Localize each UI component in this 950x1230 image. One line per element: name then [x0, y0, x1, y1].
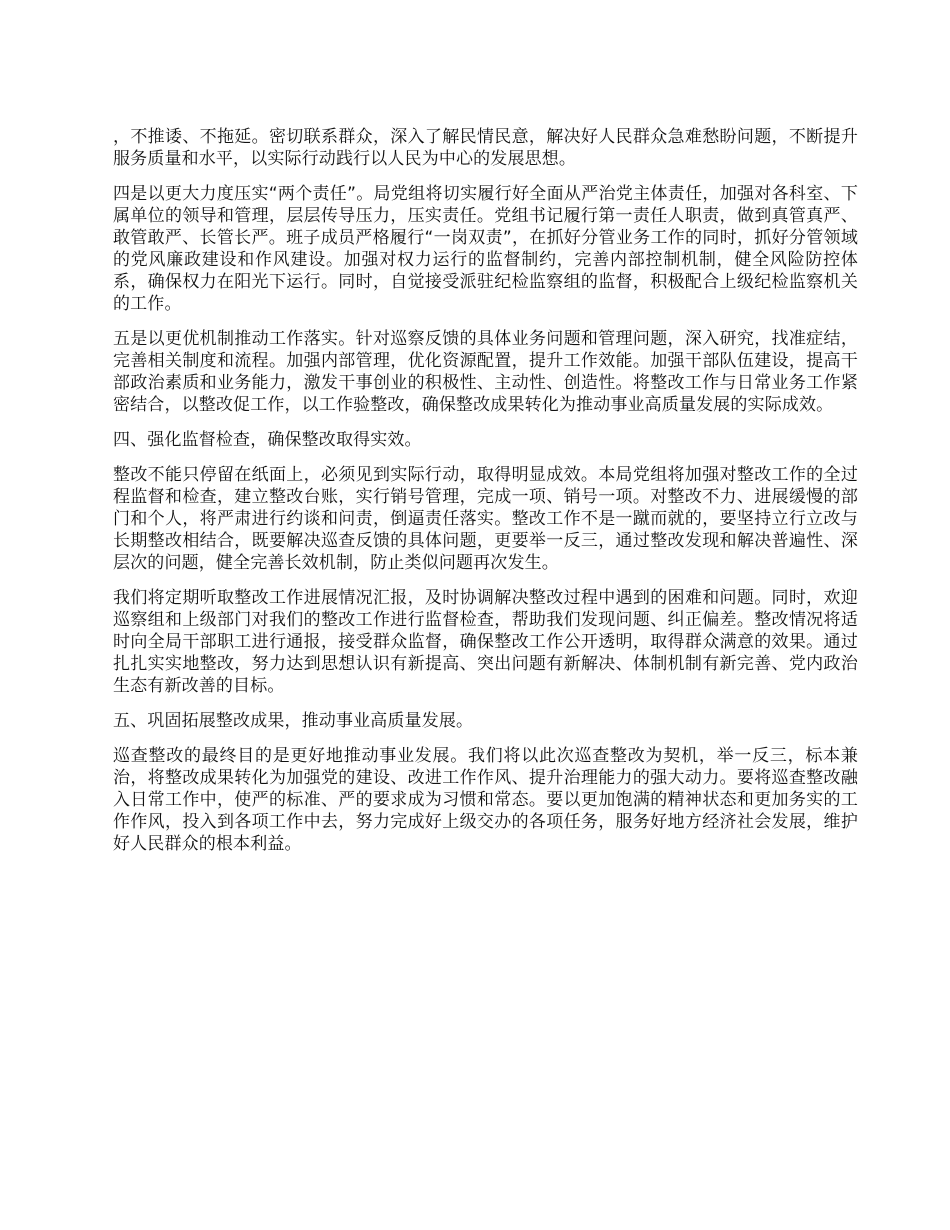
- document-body: [113, 126, 858, 868]
- section-heading-4: 四、强化监督检查，确保整改取得实效。: [113, 430, 422, 450]
- section-heading-5: 五、巩固拓展整改成果，推动事业高质量发展。: [113, 711, 474, 731]
- paragraph-8: 巡查整改的最终目的是更好地推动事业发展。我们将以此次巡查整改为契机，举一反三，标本兼治，将整改成果转化为加强党的建设、改进工作作风、提升治理能力的强大动力。要将巡查整改融入日常工作中，使严的标准、严的要求成为习惯和常态。要以更加饱满的精神状态和更加务实的工作作风，投入到各项工作中去，努力完成好上级交办的各项任务，服务好地方经济社会发展，维护好人民群众的根本利益。: [113, 746, 858, 854]
- paragraph-6: 我们将定期听取整改工作进展情况汇报，及时协调解决整改过程中遇到的困难和问题。同时，欢迎巡察组和上级部门对我们的整改工作进行监督检查，帮助我们发现问题、纠正偏差。整改情况将适时向全局干部职工进行通报，接受群众监督，确保整改工作公开透明，取得群众满意的效果。通过扎扎实实地整改，努力达到思想认识有新提高、突出问题有新解决、体制机制有新完善、党内政治生态有新改善的目标。: [113, 588, 858, 696]
- paragraph-2: 四是以更大力度压实“两个责任”。局党组将切实履行好全面从严治党主体责任，加强对各科室、下属单位的领导和管理，层层传导压力，压实责任。党组书记履行第一责任人职责，做到真管真严、敢管敢严、长管长严。班子成员严格履行“一岗双责”，在抓好分管业务工作的同时，抓好分管领域的党风廉政建设和作风建设。加强对权力运行的监督制约，完善内部控制机制，健全风险防控体系，确保权力在阳光下运行。同时，自觉接受派驻纪检监察组的监督，积极配合上级纪检监察机关的工作。: [113, 184, 858, 314]
- paragraph-5: 整改不能只停留在纸面上，必须见到实际行动，取得明显成效。本局党组将加强对整改工作的全过程监督和检查，建立整改台账，实行销号管理，完成一项、销号一项。对整改不力、进展缓慢的部门和个人，将严肃进行约谈和问责，倒逼责任落实。整改工作不是一蹴而就的，要坚持立行立改与长期整改相结合，既要解决巡查反馈的具体问题，更要举一反三，通过整改发现和解决普遍性、深层次的问题，健全完善长效机制，防止类似问题再次发生。: [113, 465, 858, 573]
- paragraph-3: 五是以更优机制推动工作落实。针对巡察反馈的具体业务问题和管理问题，深入研究，找准症结，完善相关制度和流程。加强内部管理，优化资源配置，提升工作效能。加强干部队伍建设，提高干部政治素质和业务能力，激发干事创业的积极性、主动性、创造性。将整改工作与日常业务工作紧密结合，以整改促工作，以工作验整改，确保整改成果转化为推动事业高质量发展的实际成效。: [113, 329, 858, 415]
- paragraph-1: ，不推诿、不拖延。密切联系群众，深入了解民情民意，解决好人民群众急难愁盼问题，不断提升服务质量和水平，以实际行动践行以人民为中心的发展思想。: [113, 127, 858, 169]
